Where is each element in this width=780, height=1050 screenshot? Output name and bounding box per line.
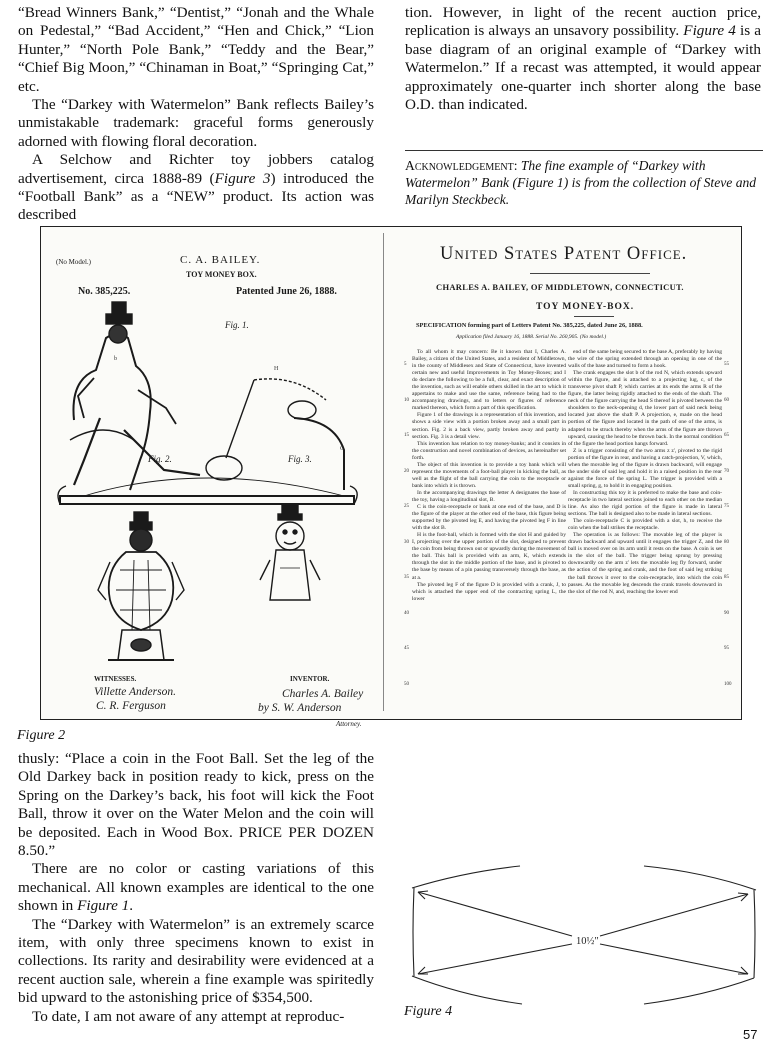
patent-line-number: 50 [404,681,409,687]
patent-fig2-drawing [98,512,184,660]
left-column-bottom [18,750,374,1026]
figure-reference: Figure 4 [683,22,736,40]
patent-paragraph: The coin-receptacle C is provided with a slot, h, to receive the coin when the ball strikes the receptacle. [568,518,722,532]
patent-inventor: C. A. BAILEY. [180,254,261,266]
patent-drawing-title: TOY MONEY BOX. [186,270,257,279]
patent-fig1-label: Fig. 1. [225,320,249,330]
paragraph: The “Darkey with Watermelon” Bank reflects Bailey’s unmistakable trademark: graceful forms generously adorned with flowing floral decoration. [18,96,374,150]
patent-spec-column-1 [412,349,566,603]
patent-fig3-drawing [260,505,320,600]
paragraph: To date, I am not aware of any attempt at reproduc- [32,1007,345,1025]
patent-line-number: 15 [404,433,409,438]
patent-spec-column-2 [568,349,722,596]
figure-outline [73,334,150,490]
paragraph: “Bread Winners Bank,” “Dentist,” “Jonah and the Whale on Pedestal,” “Bad Accident,” “Hen and Chick,” “Lion Hunter,” “North Pole Bank,” “Teddy and the Bear,” “Chief Big Moon,” “Chinaman in Boat,” “Springing Cat,” etc. [18,4,374,95]
patent-paragraph: In constructing this toy it is preferred to make the base and coin-receptacle in two lateral sections joined to each other on the median line. As also the rigid portion of the figure is made in lateral sections. The ball is designed also to be made in lateral sections. [568,489,722,518]
patent-line-number: 80 [724,539,729,545]
patent-line-number: 85 [724,575,729,580]
patent-no-model: (No Model.) [56,258,91,266]
right-column-top [405,4,761,114]
patent-line-number: 5 [404,362,407,367]
arc-top-left [412,866,520,888]
dimension-line [418,892,572,936]
figure-reference: Figure 3 [214,169,271,187]
patent-fig2-label: Fig. 2. [148,454,172,464]
patent-paragraph: The pivoted leg F of the figure D is provided with a crank, J, to which is attached the upper end of the contracting spring L, the lower [412,581,566,602]
patent-line-number: 45 [404,646,409,651]
patent-line-number: 25 [404,504,409,509]
patent-line-number: 35 [404,575,409,580]
svg-text:C: C [340,446,345,452]
patent-paragraph: The crank engages the slot b of the rod N, which extends upward within the figure, and is attached to a projecting lug, c, of the transverse pivot shaft P, which carries at its ends the arms R of the figure, the latter being rigidly attached to the ends of the shaft. The neck of the figure carrying the head S thereof is pivoted between the shoulders to the neck-opening d, the lower part of said neck being located just above the shaft P. A projection, e, made on the head portion of the figure and located in the path of one of the arms, is adapted to be struck thereby when the arms of the figure are thrown upward, causing the head to be thrown back. In the normal condition of the figure the head portion hangs forward. [568,370,722,447]
figure-4-caption: Figure 4 [404,1004,453,1019]
patent-paragraph: The operation is as follows: The movable leg of the player is drawn backward and upward until it engages the trigger Z, and the ball is moved over on its arm until it rests on the base. A coin is set in the slot of the ball. The trigger being sprung by pressing downwardly on the arm z' lets the movable leg fly forward, under the action of the spring and crank, and the foot of said leg striking the ball throws it over to the coin-receptacle, into which the coin passes. As the movable leg descends the crank travels downward in the slot of the rod N, and, reaching the lower end [568,532,722,595]
svg-text:b: b [114,356,117,362]
dimension-line [600,944,748,974]
patent-rule [530,273,650,274]
figure-4-diagram [404,864,762,1006]
witness-signature: C. R. Ferguson [96,700,166,712]
acknowledgement-rule [405,150,763,151]
patent-drawing [44,300,374,670]
patent-paragraph: The object of this invention is to provide a toy bank which will represent the movements of a foot-ball player in kicking the ball, as well as the flight of the ball carrying the coin to the receptacle or bank into which it is thrown. [412,461,566,489]
patent-inventor-label: INVENTOR. [290,675,330,683]
attorney-signature: by S. W. Anderson [258,702,342,714]
paragraph: There are no color or casting variations of this mechanical. All known examples are identical to the one shown in Figure 1. [18,860,374,915]
arc-bottom-left [412,976,522,1004]
patent-paragraph: C is the coin-receptacle or bank at one end of the base, and D is the figure of the player at the other end of the base, this figure being supported by the pivoted leg E, and having the pivoted leg F in line with the slot B. [412,504,566,532]
patent-attorney-label: Attorney. [336,720,362,728]
figure-reference: Figure 1 [77,897,130,915]
arc-left [413,888,414,976]
patent-line-number: 60 [724,397,729,403]
patent-line-number: 95 [724,646,729,651]
witness-signature: Villette Anderson. [94,686,176,698]
svg-text:H: H [274,366,279,372]
patent-line-number: 70 [724,468,729,474]
acknowledgement-label: Acknowledgement: [405,158,518,173]
patent-paragraph: To all whom it may concern: Be it known that I, Charles A. Bailey, a citizen of the United States, and a resident of Middletown, in the county of Middlesex and State of Connecticut, have invented certain new and useful Improvements in Toy Money-Boxes; and I do declare the following to be a full, clear, and exact description of the invention, such as will enable others skilled in the art to which it appertains to make and use the same, reference being had to the accompanying drawings, and to letters or figures of reference marked thereon, which form a part of this specification. [412,349,566,412]
arc-top-right [644,866,756,890]
patent-paragraph: This invention has relation to toy money-banks; and it consists in the construction and novel combination of devices, as hereinafter set forth. [412,440,566,461]
dimension-line [418,944,572,974]
paragraph: The “Darkey with Watermelon” is an extremely scarce item, with only three specimens known to exist in collections. Its rarity and desirability were evidenced at a recent auction sale, wherein a fine example was spiritedly bid upward to the astonishing price of $354,500. [18,915,374,1007]
acknowledgement-text: The fine example of “Darkey with Watermelon” Bank (Figure 1) is from the collection of Steve and Marilyn Steckbeck. [405,158,757,207]
patent-number: No. 385,225. [78,286,131,297]
patent-office-heading: United States Patent Office. [440,244,688,264]
patent-applicant: CHARLES A. BAILEY, OF MIDDLETOWN, CONNECTICUT. [436,282,684,292]
patent-fig3-label: Fig. 3. [288,454,312,464]
patent-paragraph: Z is a trigger consisting of the two arms z z', pivoted to the rigid portion of the figure in rear, and having a catch-projection, V, which, when the movable leg of the figure is drawn backward, will engage the under side of said leg and hold it in a raised position in the rear against the force of the spring L. The trigger is provided with a small spring, g, to hold it in engaging position. [568,447,722,489]
patent-date: Patented June 26, 1888. [236,286,337,297]
patent-line-number: 10 [404,397,409,403]
arc-right [754,890,755,978]
patent-paragraph: In the accompanying drawings the letter A designates the base of the toy, having a longitudinal slot, B. [412,489,566,503]
patent-line-number: 40 [404,610,409,616]
paragraph: A Selchow and Richter toy jobbers catalog advertisement, circa 1888-89 (Figure 3) introduced the “Football Bank” as a “NEW” product. Its action was described [18,151,374,224]
page-number: 57 [743,1027,758,1042]
patent-subject: TOY MONEY-BOX. [536,302,635,312]
patent-line-number: 30 [404,539,409,545]
patent-paragraph: H is the foot-ball, which is formed with the slot H and guided by I, projecting over the upper portion of the slot, designed to prevent the coin from being thrown out or upwardly during the movement of the ball. This ball is provided with an arm, K, which extends through the slot in the middle portion of the base, and is pivoted to the base by means of a pin passing transversely through the base, as at a. [412,532,566,581]
patent-line-number: 75 [724,504,729,509]
arrowhead [738,893,748,901]
figure-2-caption: Figure 2 [17,728,66,743]
paragraph: thusly: “Place a coin in the Foot Ball. Set the leg of the Old Darkey back in position ready to kick, press on the Spring on the Darkey’s back, his foot will kick the Foot Ball, throw it over on the Water Melon and the coin will be deposited. Each in Wood Box. PRICE PER DOZEN 8.50.” [18,750,374,860]
patent-line-number: 55 [724,362,729,367]
patent-filed-line: Application filed January 16, 1888. Serial No. 260,905. (No model.) [456,334,607,340]
paragraph: tion. However, in light of the recent auction price, replication is always an unsavory possibility. Figure 4 is a base diagram of an original example of “Darkey with Watermelon.” If a recast was attempted, it would appear approximately one-quarter inch shorter along the base O.D. than indicated. [405,4,762,114]
dimension-line [600,894,748,936]
patent-line-number: 90 [724,610,729,616]
arc-bottom-right [644,978,754,1004]
patent-rule [574,316,614,317]
patent-paragraph: end of the same being secured to the base A, preferably by having the wire of the spring extended through an opening in one of the walls of the base and turned to form a hook. [568,349,722,370]
left-column-top [18,4,374,225]
patent-divider [383,233,384,711]
patent-witnesses-label: WITNESSES. [94,675,137,683]
patent-specification-line: SPECIFICATION forming part of Letters Patent No. 385,225, dated June 26, 1888. [416,322,643,329]
dimension-label: 10½″ [576,936,599,947]
patent-line-number: 100 [724,681,732,687]
acknowledgement [405,157,763,208]
patent-line-number: 20 [404,468,409,474]
inventor-signature: Charles A. Bailey [282,688,364,700]
patent-line-number: 65 [724,433,729,438]
patent-paragraph: Figure 1 of the drawings is a representation of this invention, and shows a side view with a portion broken away and a small part in section. Fig. 2 is a back view, partly broken away and partly in section. Fig. 3 is a detail view. [412,412,566,440]
